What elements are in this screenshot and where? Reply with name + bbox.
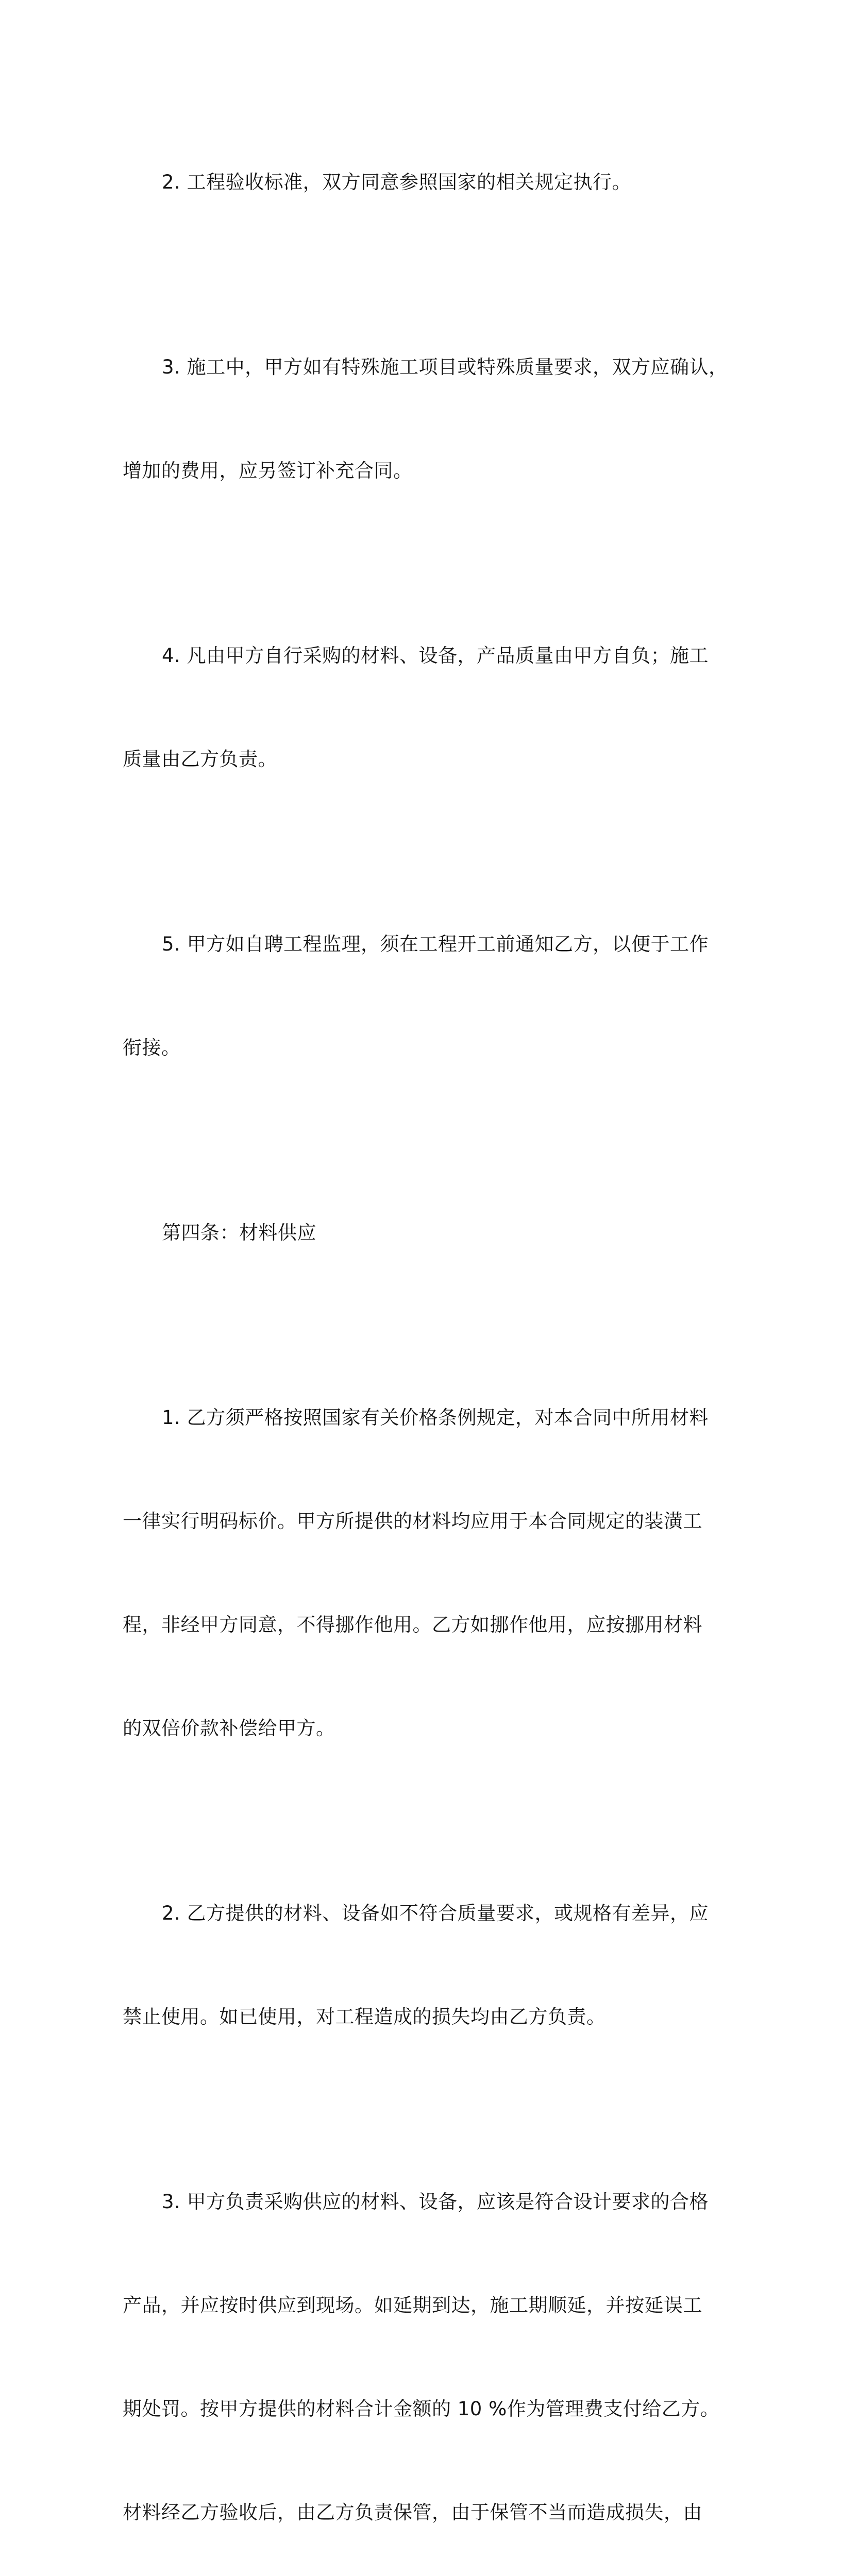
text-line: 禁止使用。如已使用，对工程造成的损失均由乙方负责。 [123, 2006, 606, 2028]
heading-text: 第四条：材料供应 [162, 1222, 316, 1244]
clause-4-item-2 [123, 1827, 709, 2103]
text-line: 程，非经甲方同意，不得挪作他用。乙方如挪作他用，应按挪用材料 [123, 1614, 702, 1636]
clause-3-item-5 [123, 858, 709, 1134]
text-line: 2. 工程验收标准，双方同意参照国家的相关规定执行。 [162, 171, 632, 193]
section-heading-article-4 [123, 1146, 698, 1319]
clause-4-item-3 [123, 2115, 720, 2576]
text-line: 5. 甲方如自聘工程监理，须在工程开工前通知乙方，以便于工作 [162, 933, 709, 955]
document-body [123, 96, 728, 2576]
clause-3-item-2 [123, 96, 698, 268]
text-line: 3. 甲方负责采购供应的材料、设备，应该是符合设计要求的合格 [162, 2191, 709, 2213]
text-line: 质量由乙方负责。 [123, 748, 277, 770]
text-line: 2. 乙方提供的材料、设备如不符合质量要求，或规格有差异，应 [162, 1902, 709, 1924]
text-line: 产品，并应按时供应到现场。如延期到达，施工期顺延，并按延误工 [123, 2294, 702, 2316]
text-line: 1. 乙方须严格按照国家有关价格条例规定，对本合同中所用材料 [162, 1406, 709, 1429]
clause-3-item-4 [123, 569, 709, 845]
text-line: 材料经乙方验收后，由乙方负责保管，由于保管不当而造成损失，由 [123, 2501, 702, 2523]
text-line: 3. 施工中，甲方如有特殊施工项目或特殊质量要求，双方应确认， [162, 356, 728, 378]
text-line: 增加的费用，应另签订补充合同。 [123, 460, 413, 482]
text-line: 的双倍价款补偿给甲方。 [123, 1717, 335, 1739]
clause-3-item-3 [123, 281, 728, 557]
clause-4-item-1 [123, 1331, 709, 1815]
text-line: 衔接。 [123, 1037, 181, 1059]
text-line: 一律实行明码标价。甲方所提供的材料均应用于本合同规定的装潢工 [123, 1510, 702, 1532]
text-line: 4. 凡由甲方自行采购的材料、设备，产品质量由甲方自负；施工 [162, 645, 709, 667]
text-line: 期处罚。按甲方提供的材料合计金额的 10 %作为管理费支付给乙方。 [123, 2398, 720, 2420]
